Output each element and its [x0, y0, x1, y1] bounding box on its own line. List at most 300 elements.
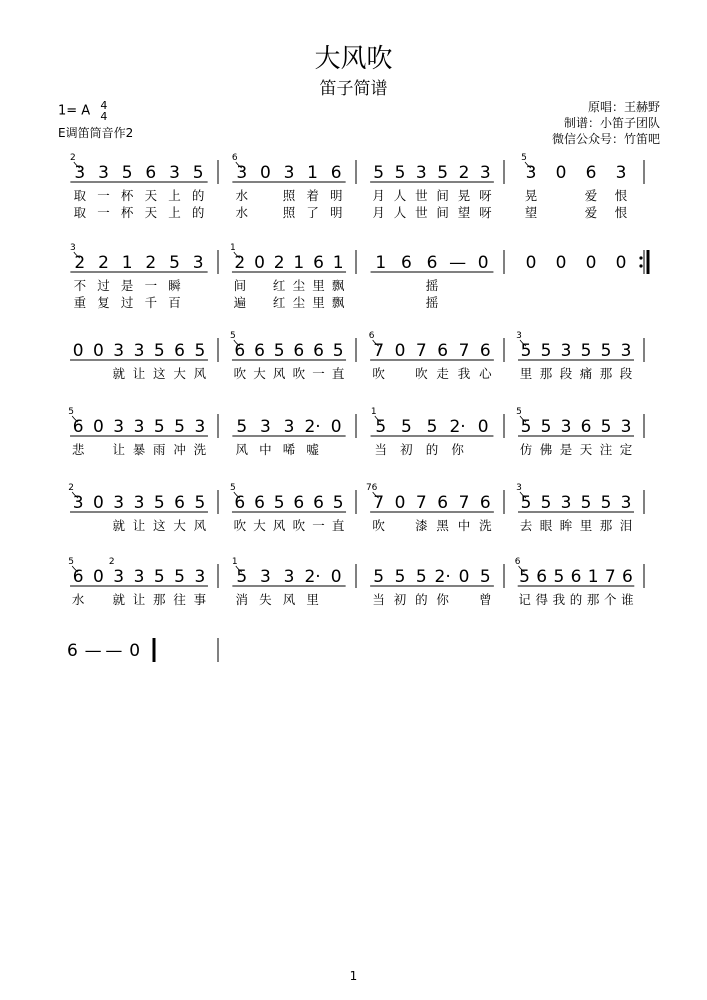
note: 0: [585, 253, 597, 273]
note: 6: [72, 567, 84, 587]
lyric-char: 当: [372, 592, 385, 607]
lyric-char: 让: [112, 442, 125, 457]
lyric-char: 嘘: [306, 442, 319, 457]
note: 3: [113, 493, 125, 513]
note: 3: [169, 163, 180, 183]
lyric-char: 注: [599, 442, 613, 457]
note: 5: [479, 567, 491, 587]
note: 2·: [449, 417, 466, 437]
lyric-char: 间: [436, 205, 449, 220]
note: 6: [580, 417, 592, 437]
lyric-char: 当: [374, 442, 388, 457]
score-subtitle: 笛子简谱: [319, 79, 388, 99]
note: 2·: [434, 567, 451, 587]
lyric-char: 间: [436, 188, 449, 203]
note: 6: [585, 163, 597, 183]
lyric-char: 个: [604, 592, 617, 607]
note: 3: [133, 417, 145, 437]
note: 5: [426, 417, 438, 437]
grace-note: 6: [368, 331, 375, 341]
lyric-char: 上: [168, 205, 181, 220]
lyric-char: 复: [97, 295, 110, 310]
note: 5: [580, 341, 592, 361]
note: 0: [477, 417, 489, 437]
note: 5: [153, 567, 165, 587]
note: 0: [555, 163, 567, 183]
lyric-char: 吹: [415, 366, 428, 381]
lyric-char: 让: [132, 366, 146, 381]
lyric-char: 晃: [524, 188, 538, 203]
lyric-char: 这: [153, 366, 166, 381]
lyric-char: 眼: [539, 518, 553, 533]
lyric-char: 照: [282, 188, 296, 203]
lyric-char: 人: [393, 205, 407, 220]
lyric-char: 的: [191, 188, 205, 203]
lyric-char: 泪: [619, 518, 633, 533]
note: 3: [620, 493, 632, 513]
lyric-char: 去: [519, 518, 533, 533]
note: 0: [477, 253, 489, 273]
lyric-char: 黑: [436, 518, 449, 533]
lyric-char: 飘: [331, 278, 345, 293]
lyric-char: 过: [97, 278, 110, 293]
note: 0: [394, 341, 406, 361]
note: 5: [580, 493, 592, 513]
note: 5: [236, 567, 248, 587]
lyric-char: 风: [193, 518, 207, 533]
time-signature-bottom: 4: [100, 110, 108, 123]
note: 3: [194, 417, 206, 437]
lyric-char: 心: [479, 366, 492, 381]
lyric-char: 记: [518, 592, 531, 607]
note: 6: [479, 341, 491, 361]
note: 3: [133, 341, 145, 361]
note: 3: [620, 341, 632, 361]
lyric-char: 吹: [233, 518, 247, 533]
note: 5: [600, 417, 612, 437]
lyric-char: 仿: [519, 442, 533, 457]
lyric-char: 瞬: [168, 278, 181, 293]
note: 5: [174, 567, 185, 587]
lyric-char: 世: [415, 205, 428, 220]
note: 5: [373, 567, 385, 587]
credit-wechat: 微信公众号：竹笛吧: [551, 132, 660, 146]
note: 6: [234, 493, 246, 513]
grace-note: 1: [229, 243, 236, 253]
grace-note: 3: [69, 243, 76, 253]
note: 2·: [304, 567, 321, 587]
note: 5: [600, 493, 612, 513]
note: 3: [113, 567, 125, 587]
note: 3: [74, 163, 86, 183]
lyric-char: 谁: [621, 592, 634, 607]
lyric-char: 大: [253, 518, 266, 533]
note: 3: [113, 417, 125, 437]
note: 3: [415, 163, 427, 183]
lyric-char: 中: [457, 518, 471, 533]
lyric-char: 这: [153, 518, 166, 533]
lyric-char: 让: [132, 592, 146, 607]
grace-note: 6: [231, 153, 238, 163]
lyric-char: 暴: [132, 442, 146, 457]
grace-note: 1: [231, 557, 238, 567]
lyric-char: 中: [259, 442, 272, 457]
note: 6: [313, 341, 324, 361]
note: 5: [600, 341, 612, 361]
lyric-char: 的: [191, 205, 205, 220]
note: 1: [121, 253, 133, 273]
lyric-char: 定: [619, 442, 633, 457]
flute-mode: E调笛筒音作2: [58, 126, 134, 140]
note: —: [84, 641, 102, 661]
note: 6: [437, 341, 449, 361]
note: 5: [437, 163, 449, 183]
note: 0: [93, 417, 104, 437]
repeat-dot: [639, 256, 642, 259]
note: 6: [72, 417, 84, 437]
note: 6: [293, 341, 305, 361]
lyric-char: 初: [393, 592, 407, 607]
lyric-char: 你: [451, 442, 464, 457]
note: 5: [332, 341, 344, 361]
lyric-char: 明: [329, 205, 343, 220]
note: 0: [330, 567, 342, 587]
lyric-char: 那: [586, 592, 600, 607]
note: 5: [394, 567, 406, 587]
note: 6: [174, 493, 185, 513]
note: 5: [540, 341, 552, 361]
lyric-char: 吹: [372, 518, 385, 533]
song-title: 大风吹: [314, 44, 393, 74]
grace-note: 2: [108, 557, 115, 567]
lyric-char: 尘: [292, 278, 306, 293]
note: 3: [283, 163, 295, 183]
note: 3: [283, 417, 295, 437]
note: 0: [93, 567, 104, 587]
note: 5: [375, 417, 387, 437]
lyric-char: 就: [112, 518, 125, 533]
note: 5: [194, 341, 206, 361]
note: 5: [415, 567, 427, 587]
lyric-char: 尘: [292, 295, 306, 310]
note: 1: [307, 163, 319, 183]
lyric-char: 杯: [120, 188, 134, 203]
grace-note: 1: [370, 407, 377, 417]
note: 2·: [304, 417, 321, 437]
lyric-char: 红: [272, 278, 286, 293]
note: 7: [604, 567, 616, 587]
lyric-char: 重: [73, 295, 87, 310]
lyric-char: 大: [253, 366, 266, 381]
lyric-char: 那: [153, 592, 166, 607]
lyric-char: 望: [524, 205, 538, 220]
lyric-char: 吹: [372, 366, 385, 381]
lyric-char: 一: [312, 366, 325, 381]
note: 3: [560, 417, 572, 437]
lyric-char: 了: [306, 205, 319, 220]
note: 3: [133, 567, 145, 587]
lyric-char: 你: [436, 592, 449, 607]
lyric-char: 悲: [71, 442, 85, 457]
lyric-char: 风: [193, 366, 207, 381]
lyric-char: 摇: [425, 295, 439, 310]
note: 0: [259, 163, 271, 183]
lyric-char: 的: [415, 592, 428, 607]
lyric-char: 就: [112, 592, 125, 607]
note: 3: [194, 567, 206, 587]
lyric-char: 一: [312, 518, 325, 533]
lyric-char: 直: [331, 366, 345, 381]
lyric-char: 佛: [539, 442, 553, 457]
note: 0: [129, 641, 141, 661]
lyric-char: 里: [312, 278, 325, 293]
lyric-char: 明: [329, 188, 343, 203]
grace-note: 2: [68, 483, 75, 493]
grace-note: 76: [365, 483, 378, 493]
note: 5: [192, 163, 204, 183]
lyric-char: 一: [97, 188, 110, 203]
note: 6: [426, 253, 438, 273]
lyric-char: 曾: [479, 592, 492, 607]
lyric-char: 月: [372, 205, 385, 220]
lyric-char: 水: [235, 205, 249, 220]
note: 0: [93, 341, 104, 361]
grace-note: 5: [229, 483, 236, 493]
grace-note: 5: [516, 407, 522, 417]
note: 0: [254, 253, 265, 273]
lyric-char: 风: [235, 442, 249, 457]
lyric-char: 里: [306, 592, 319, 607]
lyric-char: 失: [259, 592, 272, 607]
lyric-char: 冲: [173, 442, 186, 457]
lyric-char: 唏: [282, 442, 296, 457]
lyric-char: 那: [599, 518, 613, 533]
page-number: 1: [349, 969, 358, 983]
lyric-char: 呀: [479, 188, 492, 203]
note: 5: [394, 163, 406, 183]
lyric-char: 往: [173, 592, 186, 607]
credit-singer: 原唱：王赫野: [587, 100, 660, 114]
note: 3: [236, 163, 248, 183]
lyric-char: 里: [312, 295, 325, 310]
lyric-char: 吹: [233, 366, 247, 381]
lyric-char: 是: [120, 278, 134, 293]
note: 6: [254, 493, 265, 513]
lyric-char: 水: [235, 188, 249, 203]
note: 2: [145, 253, 157, 273]
lyric-char: 我: [457, 366, 471, 381]
note: 3: [133, 493, 145, 513]
lyric-char: 事: [193, 592, 207, 607]
note: 3: [479, 163, 491, 183]
lyric-char: 吹: [292, 518, 306, 533]
note: 5: [332, 493, 344, 513]
lyric-char: 天: [144, 205, 158, 220]
lyric-char: 一: [144, 278, 158, 293]
note: 2: [234, 253, 246, 273]
lyric-char: 人: [393, 188, 407, 203]
lyric-char: 的: [425, 442, 439, 457]
note: 6: [330, 163, 342, 183]
lyric-char: 着: [306, 188, 319, 203]
lyric-char: 是: [559, 442, 573, 457]
lyric-char: 取: [73, 188, 87, 203]
note: 3: [72, 493, 84, 513]
note: 5: [153, 417, 165, 437]
note: 5: [519, 567, 530, 587]
grace-note: 5: [229, 331, 236, 341]
note: 3: [620, 417, 632, 437]
note: 5: [373, 163, 385, 183]
lyric-char: 大: [173, 518, 186, 533]
note: 0: [525, 253, 537, 273]
note: 7: [458, 341, 470, 361]
note: 0: [330, 417, 342, 437]
lyric-char: 那: [539, 366, 553, 381]
note: —: [449, 253, 467, 273]
repeat-dot: [639, 264, 642, 267]
grace-note: 2: [69, 153, 76, 163]
lyric-char: 洗: [479, 518, 492, 533]
note: 6: [536, 567, 548, 587]
lyric-char: 杯: [120, 205, 134, 220]
note: 3: [560, 493, 572, 513]
note: 3: [615, 163, 627, 183]
note: 3: [98, 163, 109, 183]
lyric-char: 天: [579, 442, 593, 457]
key-label: 1= A: [58, 103, 91, 119]
time-signature-top: 4: [100, 99, 108, 112]
note: 5: [153, 493, 165, 513]
note: 5: [236, 417, 248, 437]
lyric-char: 里: [579, 518, 593, 533]
lyric-char: 雨: [153, 442, 166, 457]
lyric-char: 风: [282, 592, 296, 607]
note: 5: [520, 417, 532, 437]
note: 6: [293, 493, 305, 513]
note: 3: [113, 341, 125, 361]
lyric-char: 爱: [584, 188, 598, 203]
lyric-char: 得: [535, 592, 548, 607]
lyric-char: 红: [272, 295, 286, 310]
note: 0: [615, 253, 627, 273]
note: 5: [540, 493, 552, 513]
note: 2: [458, 163, 470, 183]
note: 6: [174, 341, 185, 361]
lyric-char: 的: [569, 592, 583, 607]
note: 6: [254, 341, 265, 361]
note: 2: [74, 253, 86, 273]
lyric-char: 不: [73, 278, 87, 293]
note: 0: [394, 493, 406, 513]
lyric-char: 初: [400, 442, 413, 457]
lyric-char: 恨: [614, 188, 628, 203]
note: 5: [153, 341, 165, 361]
lyric-char: 直: [331, 518, 345, 533]
note: 7: [415, 341, 427, 361]
lyric-char: 水: [71, 592, 85, 607]
lyric-char: 飘: [331, 295, 345, 310]
lyric-char: 千: [144, 295, 158, 310]
note: 3: [525, 163, 537, 183]
grace-note: 5: [521, 153, 527, 163]
grace-note: 3: [516, 331, 522, 341]
note: 6: [622, 567, 633, 587]
lyric-char: 摇: [425, 278, 439, 293]
note: 5: [194, 493, 206, 513]
note: 5: [273, 341, 285, 361]
note: 3: [259, 417, 271, 437]
note: 0: [72, 341, 84, 361]
lyric-char: 痛: [579, 366, 593, 381]
lyric-char: 就: [112, 366, 125, 381]
lyric-char: 天: [144, 188, 158, 203]
note: 1: [332, 253, 344, 273]
grace-note: 5: [68, 407, 75, 417]
lyric-char: 晃: [457, 188, 471, 203]
lyric-char: 间: [233, 278, 247, 293]
note: 3: [283, 567, 295, 587]
note: 5: [174, 417, 185, 437]
note: 5: [520, 341, 532, 361]
lyric-char: 消: [235, 592, 249, 607]
lyric-char: 过: [120, 295, 134, 310]
grace-note: 3: [516, 483, 522, 493]
lyric-char: 我: [552, 592, 566, 607]
lyric-char: 一: [97, 205, 110, 220]
lyric-char: 大: [173, 366, 186, 381]
note: 7: [458, 493, 470, 513]
note: 3: [259, 567, 271, 587]
note: 2: [273, 253, 285, 273]
lyric-char: 照: [282, 205, 296, 220]
lyric-char: 那: [599, 366, 613, 381]
note: 5: [400, 417, 412, 437]
note: 6: [400, 253, 412, 273]
grace-note: 5: [68, 557, 75, 567]
note: 0: [93, 493, 104, 513]
lyric-char: 风: [272, 518, 286, 533]
lyric-char: 望: [457, 205, 471, 220]
lyric-char: 百: [168, 295, 181, 310]
note: 0: [458, 567, 470, 587]
lyric-char: 吹: [292, 366, 306, 381]
lyric-char: 呀: [479, 205, 492, 220]
note: 6: [313, 493, 324, 513]
note: 5: [169, 253, 180, 273]
note: 5: [273, 493, 285, 513]
note: 6: [66, 641, 78, 661]
lyric-char: 风: [272, 366, 286, 381]
lyric-char: 上: [168, 188, 181, 203]
note: 5: [520, 493, 532, 513]
lyric-char: 让: [132, 518, 146, 533]
note: 0: [555, 253, 567, 273]
note: 5: [540, 417, 552, 437]
note: 1: [293, 253, 305, 273]
lyric-char: 段: [559, 366, 573, 381]
lyric-char: 恨: [614, 205, 628, 220]
note: 7: [373, 341, 385, 361]
lyric-char: 爱: [584, 205, 598, 220]
credit-arranger: 制谱：小笛子团队: [563, 116, 660, 130]
note: 5: [121, 163, 133, 183]
note: 6: [145, 163, 157, 183]
note: 7: [373, 493, 385, 513]
note: 7: [415, 493, 427, 513]
note: 1: [375, 253, 387, 273]
note: —: [105, 641, 123, 661]
